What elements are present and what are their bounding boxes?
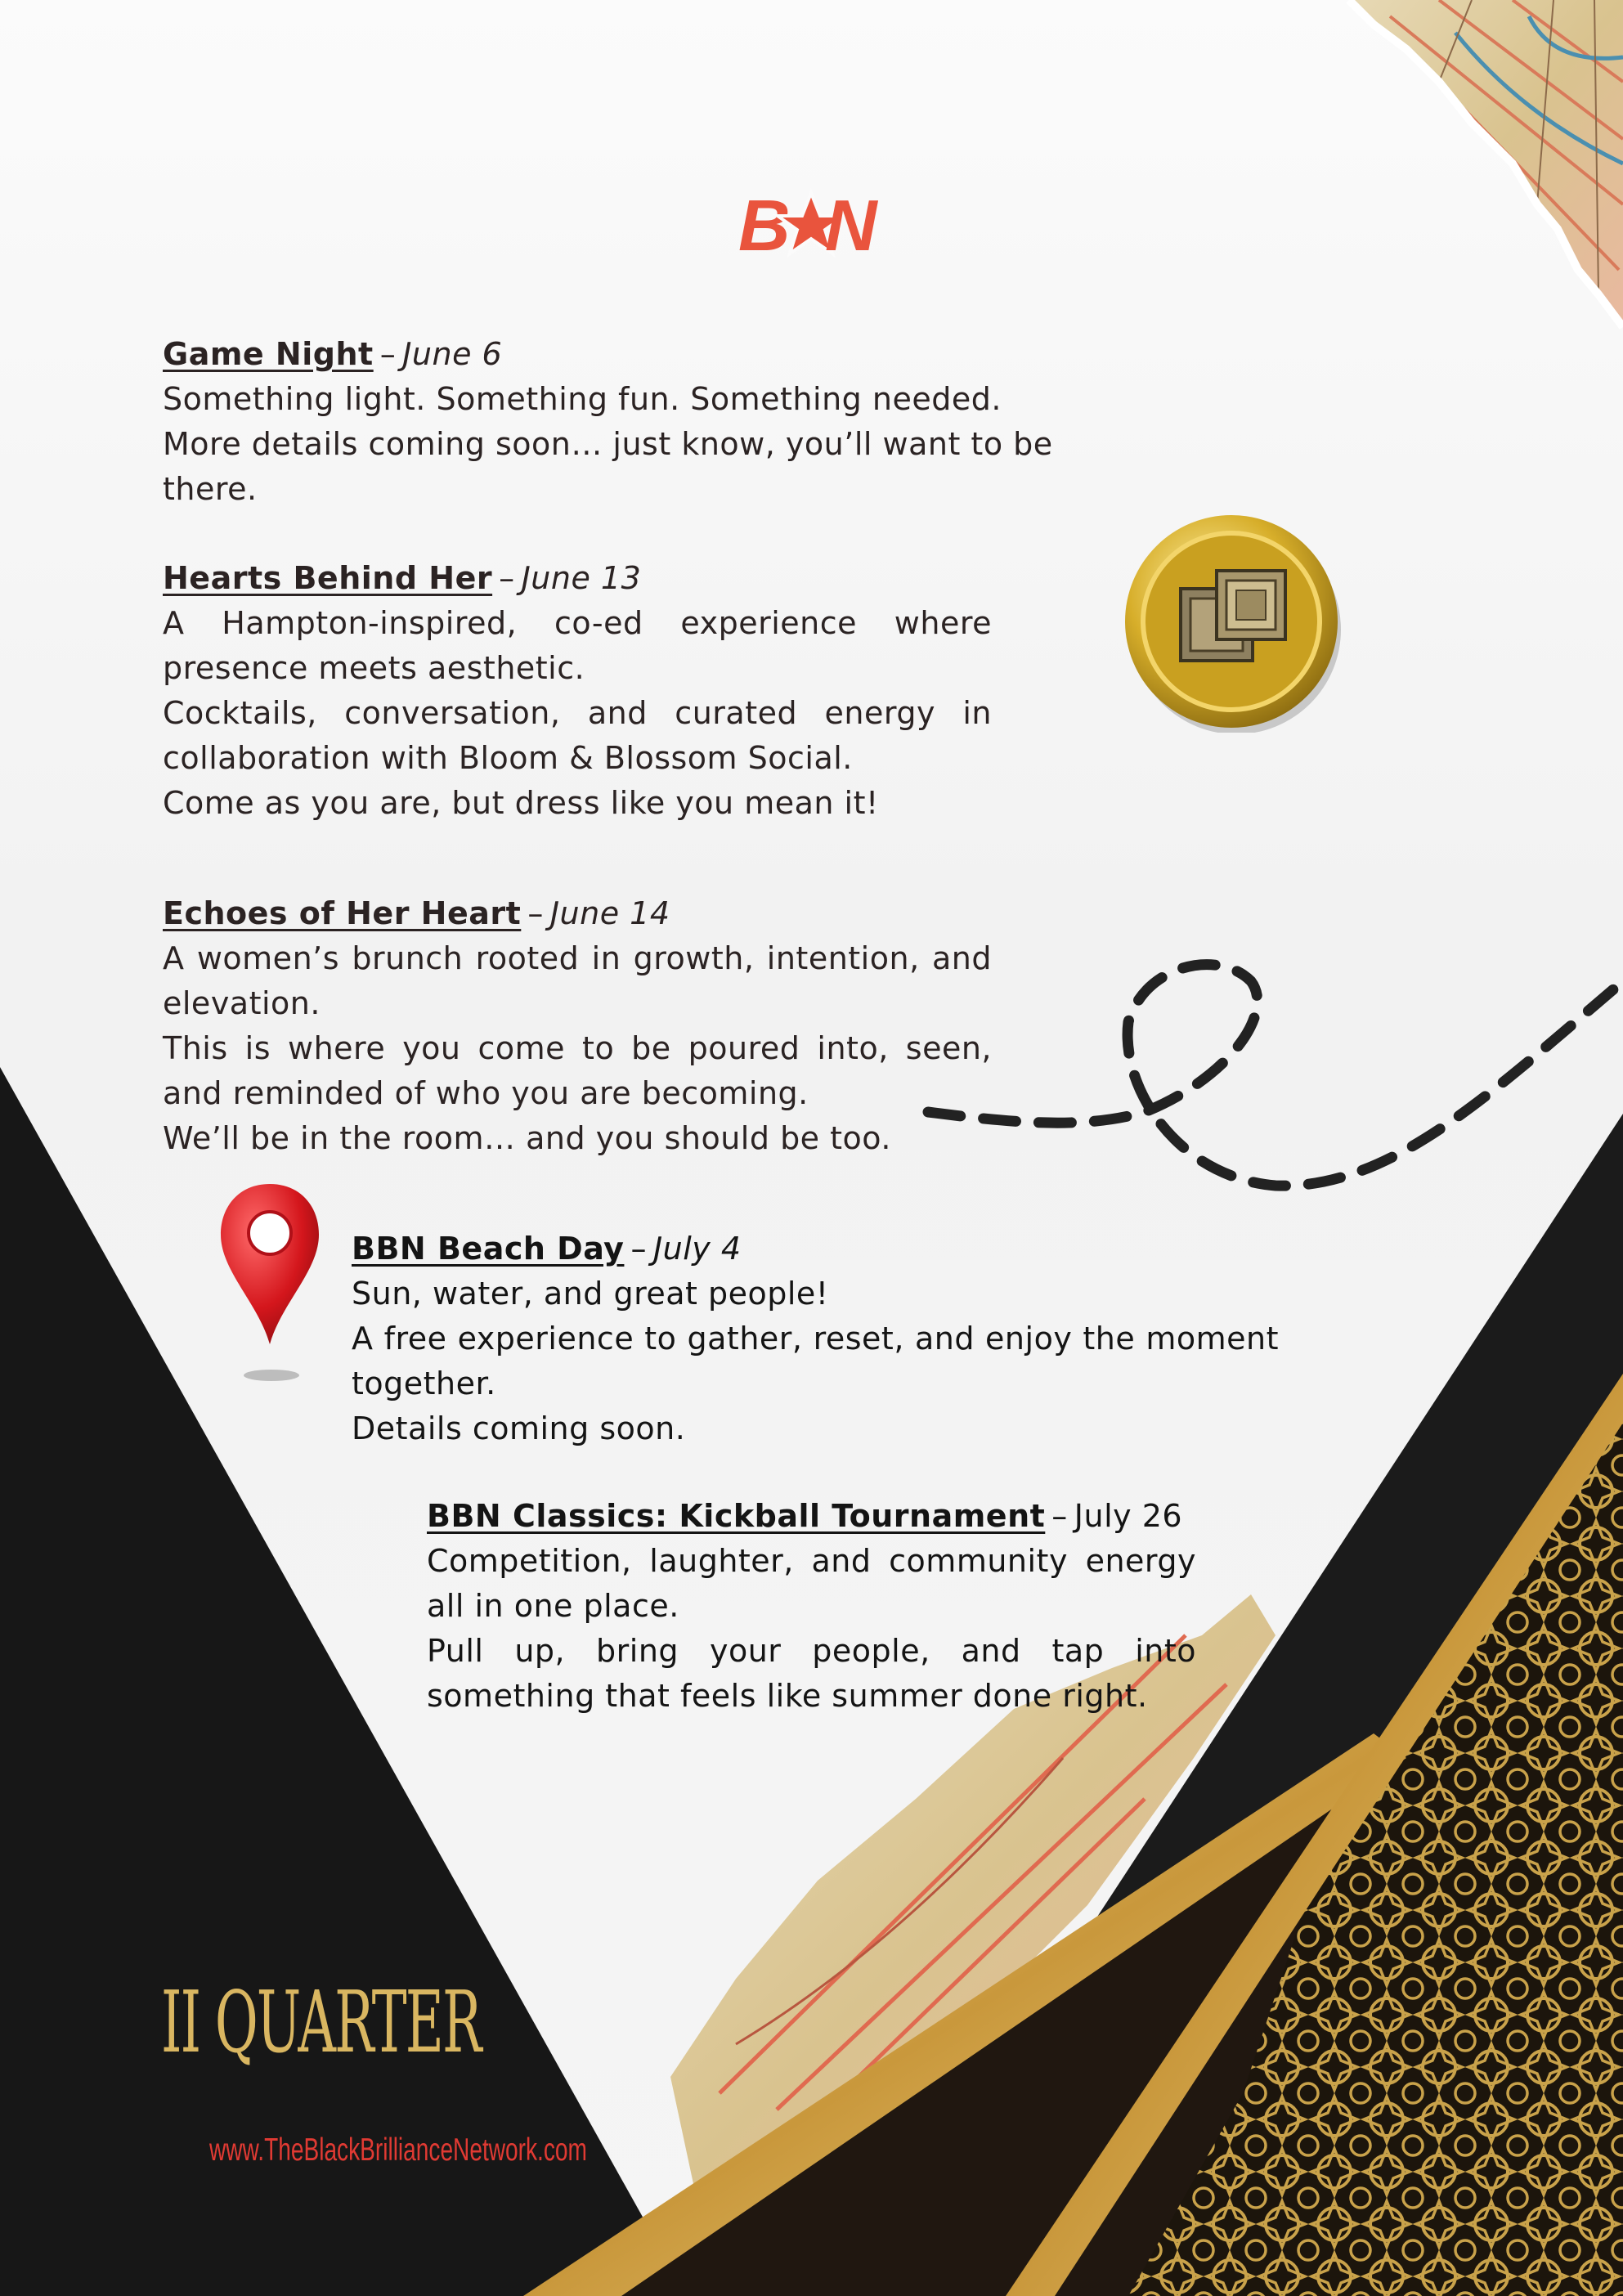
event-dash: – [527, 895, 544, 931]
event-title: Game Night [163, 336, 374, 372]
event-kickball-tournament [427, 1494, 1196, 1719]
event-dash: – [630, 1231, 647, 1267]
event-line: Come as you are, but dress like you mean it! [163, 785, 879, 821]
event-title: Echoes of Her Heart [163, 895, 522, 931]
quarter-heading: II QUARTER [161, 1972, 481, 2072]
event-date: June 6 [402, 336, 503, 372]
event-bbn-beach-day [352, 1226, 1279, 1451]
event-line: Pull up, bring your people, and tap into something that feels like summer done right. [427, 1633, 1196, 1714]
event-line: A women’s brunch rooted in growth, intention, and elevation. [163, 940, 992, 1021]
map-scrap-top-right [1349, 0, 1623, 327]
gold-coin-icon [1122, 510, 1344, 733]
event-line: Competition, laughter, and community energy all in one place. [427, 1543, 1196, 1624]
location-pin-icon [217, 1181, 322, 1388]
dashed-path-decoration [928, 965, 1623, 1186]
event-date: June 14 [549, 895, 670, 931]
event-hearts-behind-her [163, 556, 992, 826]
event-dash: – [499, 560, 515, 596]
event-line: Cocktails, conversation, and curated energy in collaboration with Bloom & Blossom Social. [163, 695, 992, 776]
event-line: Sun, water, and great people! [352, 1276, 829, 1312]
svg-text:B: B [738, 185, 784, 258]
event-line: A Hampton-inspired, co-ed experience where presence meets aesthetic. [163, 605, 992, 686]
event-dash: – [379, 336, 397, 372]
event-line: More details coming soon… just know, you’ll want to be there. [163, 426, 1053, 507]
bbn-logo [735, 185, 887, 258]
event-date: July 4 [652, 1231, 742, 1267]
event-line: We’ll be in the room… and you should be too. [163, 1120, 891, 1156]
event-line: This is where you come to be poured into, seen, and reminded of who you are becoming. [163, 1030, 992, 1111]
event-dash: – [1051, 1498, 1068, 1534]
event-title: BBN Beach Day [352, 1231, 625, 1267]
event-line: Something light. Something fun. Something needed. [163, 381, 1002, 417]
event-title: BBN Classics: Kickball Tournament [427, 1498, 1046, 1534]
website-link[interactable]: www.TheBlackBrillianceNetwork.com [209, 2132, 587, 2168]
event-line: Details coming soon. [352, 1410, 686, 1446]
svg-text:N: N [825, 185, 871, 258]
event-date: July 26 [1074, 1498, 1183, 1534]
event-line: A free experience to gather, reset, and enjoy the moment together. [352, 1321, 1279, 1401]
event-echoes-of-her-heart [163, 891, 992, 1161]
event-game-night [163, 332, 1111, 512]
event-title: Hearts Behind Her [163, 560, 493, 596]
event-date: June 13 [521, 560, 642, 596]
